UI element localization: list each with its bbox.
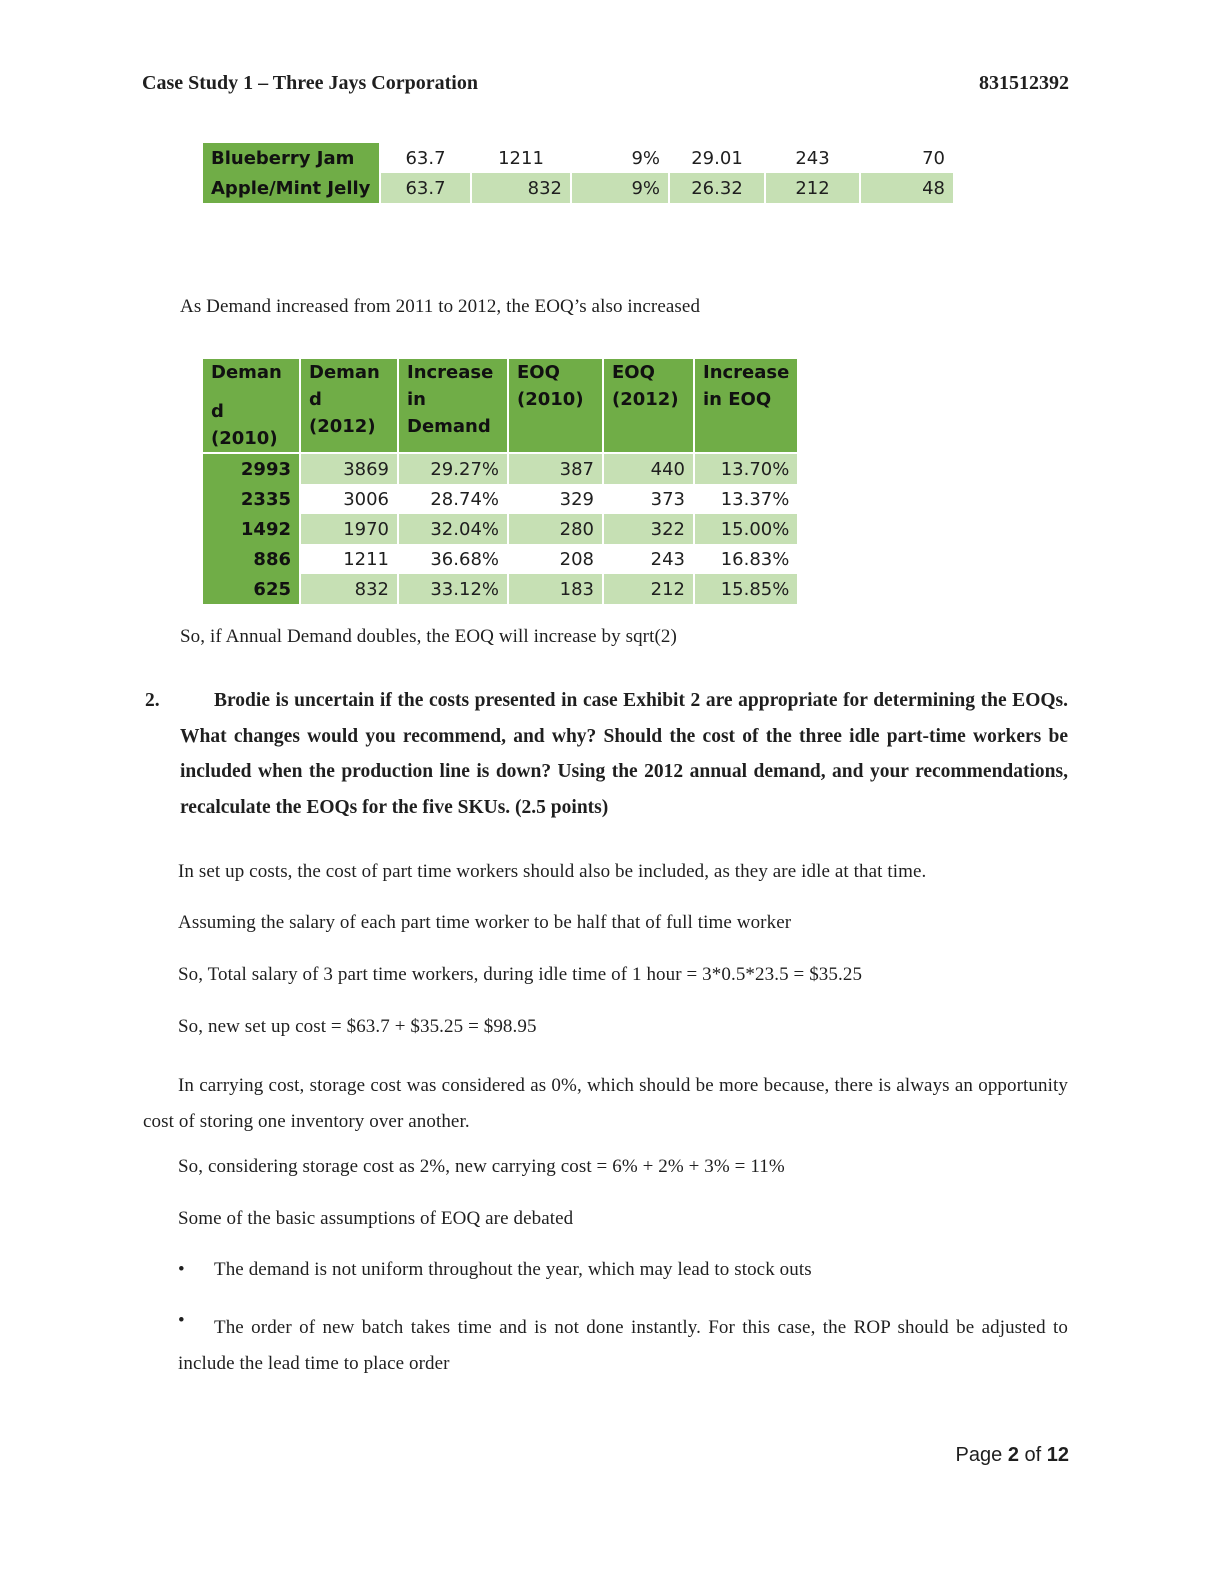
table-cell: 36.68%	[399, 544, 507, 574]
table-cell: 183	[509, 574, 602, 604]
table-cell: 3006	[301, 484, 397, 514]
table-cell: 243	[604, 544, 693, 574]
sku-name-cell: Apple/Mint Jelly	[203, 173, 379, 203]
document-title: Case Study 1 – Three Jays Corporation	[142, 72, 478, 94]
table-cell: 322	[604, 514, 693, 544]
table-header-row	[203, 359, 797, 452]
header-line: (2010)	[517, 389, 584, 410]
header-increase-eoq	[695, 359, 797, 452]
table-row	[203, 454, 797, 484]
table-row	[203, 484, 797, 514]
header-line: in	[407, 389, 426, 410]
bullet-marker: •	[178, 1310, 185, 1331]
table-cell: 387	[509, 454, 602, 484]
answer-paragraph-carrying: In carrying cost, storage cost was considered as 0%, which should be more because, there is always an opportunity cost of storing one inventory over another.	[143, 1075, 1068, 1132]
page-footer	[956, 1444, 1069, 1467]
table-cell: 9%	[572, 143, 668, 173]
table-cell: 832	[301, 574, 397, 604]
table-cell: 3869	[301, 454, 397, 484]
header-line: d (2012)	[309, 389, 376, 437]
table-cell: 70	[861, 143, 953, 173]
top-continuation-table	[201, 143, 955, 203]
table-cell: 212	[766, 173, 859, 203]
table-cell: 13.37%	[695, 484, 797, 514]
of-word: of	[1024, 1444, 1042, 1466]
answer-paragraph-storage: So, considering storage cost as 2%, new carrying cost = 6% + 2% + 3% = 11%	[178, 1156, 785, 1177]
student-id: 831512392	[979, 72, 1069, 94]
table-cell: 29.01	[670, 143, 764, 173]
header-line: Deman	[309, 362, 380, 383]
header-increase-demand	[399, 359, 507, 452]
header-line: Increase	[407, 362, 494, 383]
question-text: Brodie is uncertain if the costs presented in case Exhibit 2 are appropriate for determining the EOQs. What changes would you recommend, and why? Should the cost of the three idle part-time workers be included when the production line is down? Using the 2012 annual demand, and your recommendations, recalculate the EOQs for the five SKUs. (2.5 points)	[180, 690, 1068, 818]
table-cell: 373	[604, 484, 693, 514]
table-cell: 13.70%	[695, 454, 797, 484]
table-cell: 63.7	[381, 143, 470, 173]
table-cell: 63.7	[381, 173, 470, 203]
table-cell: 1492	[203, 514, 299, 544]
table-cell: 625	[203, 574, 299, 604]
table-cell: 15.85%	[695, 574, 797, 604]
table-cell: 212	[604, 574, 693, 604]
table-cell: 26.32	[670, 173, 764, 203]
table-cell: 2993	[203, 454, 299, 484]
table-row	[203, 173, 953, 203]
table-cell: 208	[509, 544, 602, 574]
answer-paragraph-assumption: Assuming the salary of each part time worker to be half that of full time worker	[178, 912, 792, 933]
header-line: Increase	[703, 362, 790, 383]
header-eoq-2012	[604, 359, 693, 452]
header-line: d (2010)	[211, 401, 278, 449]
bullet-item: The demand is not uniform throughout the year, which may lead to stock outs	[214, 1259, 812, 1280]
header-demand-2012	[301, 359, 397, 452]
table-row	[203, 514, 797, 544]
table-cell: 832	[472, 173, 570, 203]
eoq-comparison-table	[201, 359, 799, 604]
header-eoq-2010	[509, 359, 602, 452]
table-cell: 33.12%	[399, 574, 507, 604]
table-cell: 2335	[203, 484, 299, 514]
answer-paragraph-salary: So, Total salary of 3 part time workers, during idle time of 1 hour = 3*0.5*23.5 = $35.25	[178, 964, 863, 985]
answer-paragraph-setup: In set up costs, the cost of part time workers should also be included, as they are idle at that time.	[178, 861, 927, 882]
table-cell: 32.04%	[399, 514, 507, 544]
table-cell: 29.27%	[399, 454, 507, 484]
demand-paragraph: As Demand increased from 2011 to 2012, the EOQ’s also increased	[180, 296, 701, 317]
table-cell: 9%	[572, 173, 668, 203]
answer-paragraph-setup-cost: So, new set up cost = $63.7 + $35.25 = $98.95	[178, 1016, 537, 1037]
current-page-number: 2	[1007, 1444, 1019, 1466]
table-cell: 329	[509, 484, 602, 514]
page-word: Page	[955, 1444, 1003, 1466]
table-row	[203, 143, 953, 173]
table-cell: 886	[203, 544, 299, 574]
answer-paragraph-assumptions-intro: Some of the basic assumptions of EOQ are debated	[178, 1208, 574, 1229]
header-line: Demand	[407, 416, 491, 437]
sqrt-paragraph: So, if Annual Demand doubles, the EOQ will increase by sqrt(2)	[180, 626, 677, 647]
table-cell: 16.83%	[695, 544, 797, 574]
header-line: in EOQ	[703, 389, 772, 410]
table-cell: 1211	[301, 544, 397, 574]
table-row	[203, 574, 797, 604]
header-line: Deman	[211, 362, 282, 383]
table-cell: 1970	[301, 514, 397, 544]
total-page-count: 12	[1046, 1444, 1069, 1466]
table-row	[203, 544, 797, 574]
table-cell: 243	[766, 143, 859, 173]
sku-name-cell: Blueberry Jam	[203, 143, 379, 173]
table-cell: 440	[604, 454, 693, 484]
table-cell: 280	[509, 514, 602, 544]
header-line: EOQ	[517, 362, 560, 383]
bullet-item: The order of new batch takes time and is not done instantly. For this case, the ROP should be adjusted to include the lead time to place order	[178, 1317, 1068, 1374]
bullet-marker: •	[178, 1259, 185, 1280]
question-number: 2.	[145, 690, 160, 711]
table-cell: 1211	[472, 143, 570, 173]
header-line: EOQ	[612, 362, 655, 383]
header-demand-2010	[203, 359, 299, 452]
table-cell: 28.74%	[399, 484, 507, 514]
table-cell: 48	[861, 173, 953, 203]
table-cell: 15.00%	[695, 514, 797, 544]
header-line: (2012)	[612, 389, 679, 410]
